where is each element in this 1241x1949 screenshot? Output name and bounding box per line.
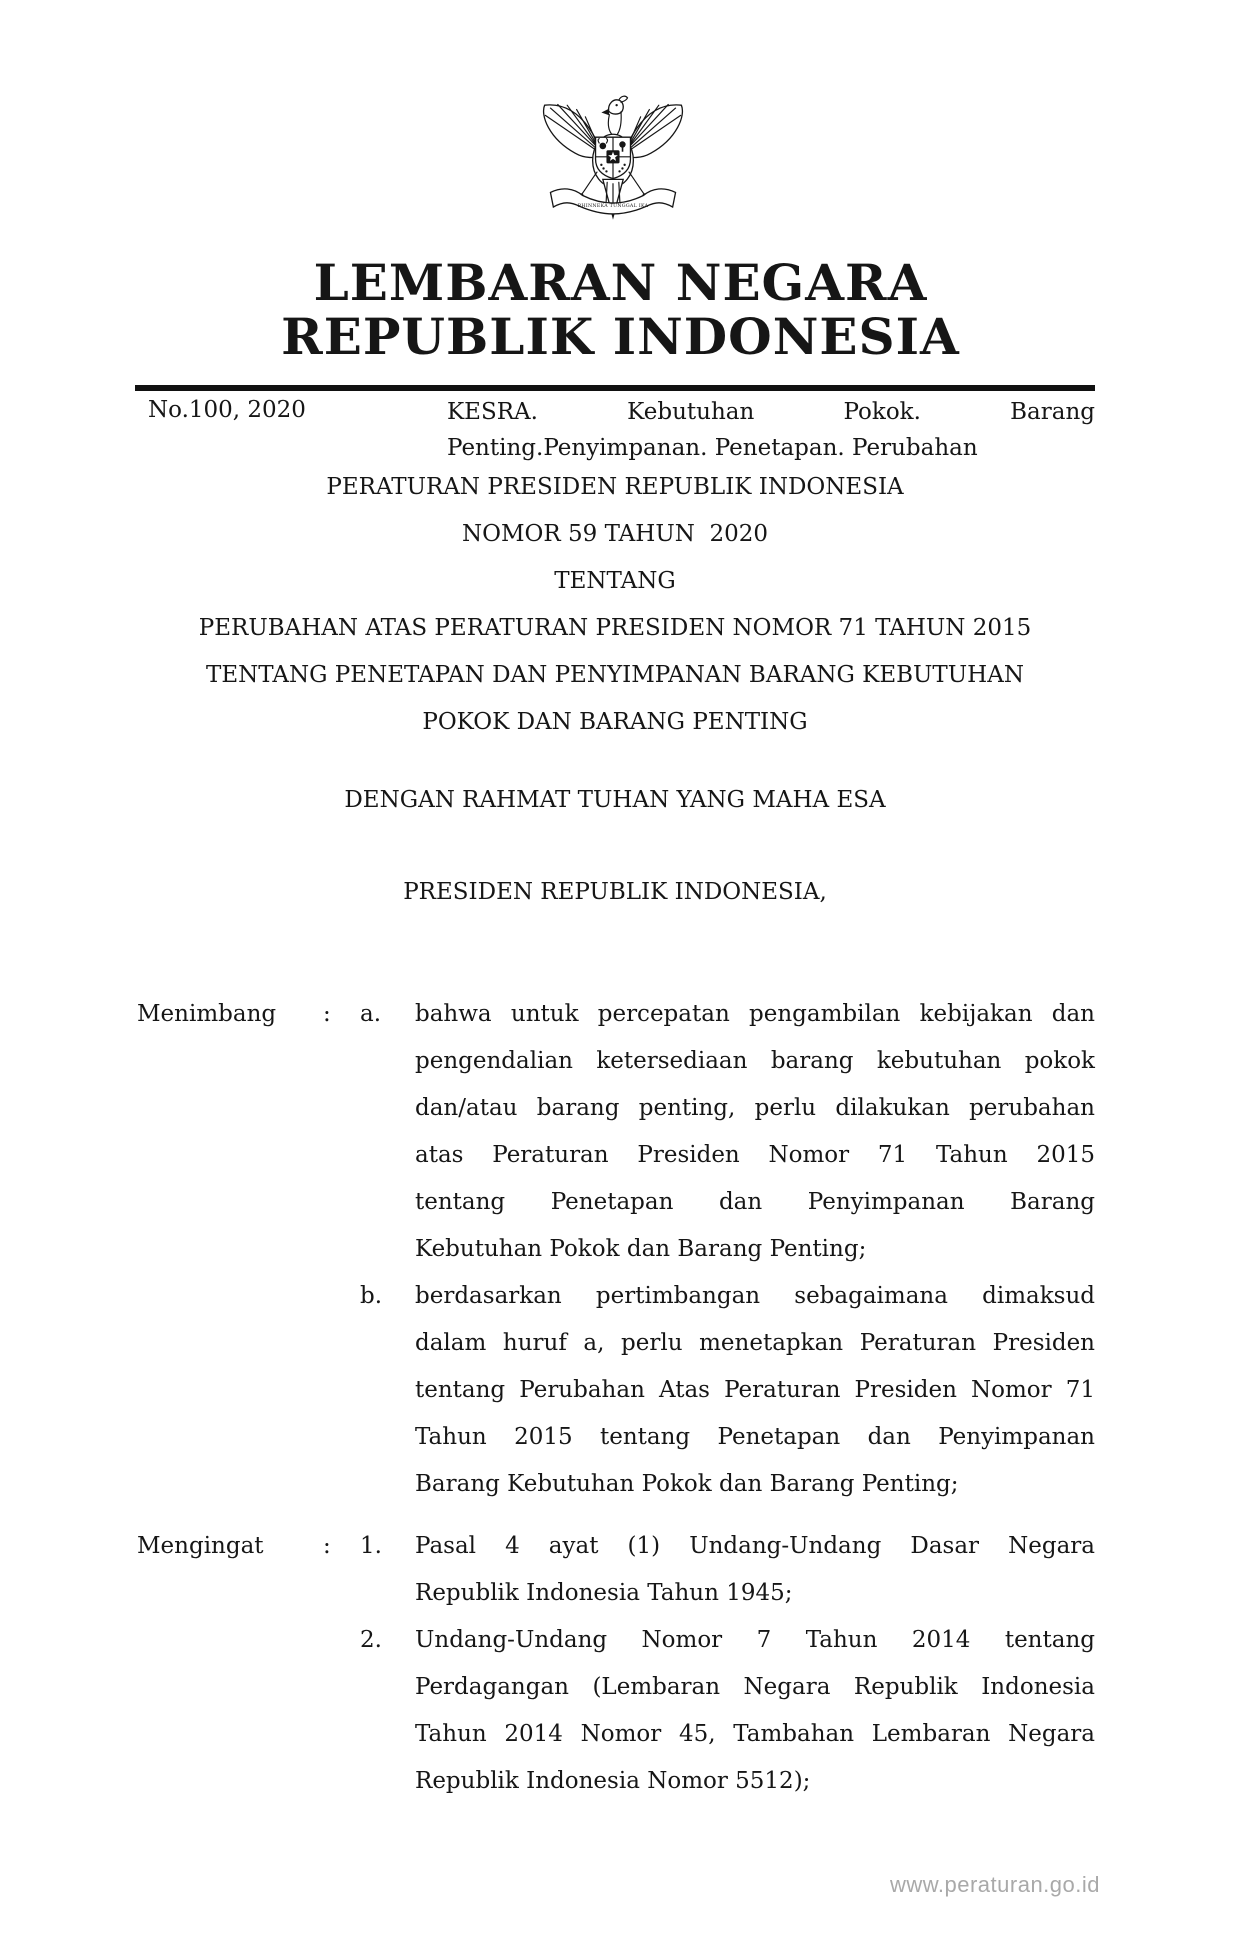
authority-line: PRESIDEN REPUBLIK INDONESIA, (403, 879, 827, 905)
regulation-subject-line: PERUBAHAN ATAS PERATURAN PRESIDEN NOMOR 71 TAHUN 2015 (198, 615, 1032, 641)
clause-line: pengendalian ketersediaan barang kebutuhan pokok (415, 1048, 1095, 1074)
footer-website: www.peraturan.go.id (889, 1872, 1100, 1897)
clause-line: Perdagangan (Lembaran Negara Republik Indonesia (415, 1674, 1095, 1700)
subject-line: Penting.Penyimpanan. Penetapan. Perubahan (447, 435, 978, 461)
clause-line: Tahun 2014 Nomor 45, Tambahan Lembaran Negara (415, 1721, 1095, 1747)
considering-item-b (360, 1273, 1095, 1508)
clause-line: berdasarkan pertimbangan sebagaimana dimaksud (415, 1283, 1095, 1309)
item-marker: a. (360, 1001, 382, 1027)
subject-line: KESRA. Kebutuhan Pokok. Barang (447, 399, 1095, 425)
regulation-title-line: PERATURAN PRESIDEN REPUBLIK INDONESIA (326, 474, 904, 500)
emblem-motto-text: BHINNEKA TUNGGAL IKA (577, 204, 649, 209)
regulation-subject-line: TENTANG PENETAPAN DAN PENYIMPANAN BARANG KEBUTUHAN (206, 662, 1024, 688)
clause-line: dan/atau barang penting, perlu dilakukan perubahan (415, 1095, 1095, 1121)
gazette-title-line1: LEMBARAN NEGARA (313, 253, 928, 312)
regulation-number-line: NOMOR 59 TAHUN 2020 (461, 521, 768, 547)
clause-line: Kebutuhan Pokok dan Barang Penting; (415, 1236, 867, 1262)
clause-line: Barang Kebutuhan Pokok dan Barang Penting; (415, 1471, 959, 1497)
recalling-section (135, 1523, 1095, 1805)
item-marker: 2. (360, 1627, 382, 1653)
considering-label: Menimbang (137, 1001, 277, 1027)
clause-line: Republik Indonesia Nomor 5512); (415, 1768, 811, 1794)
clause-line: tentang Penetapan dan Penyimpanan Barang (415, 1189, 1095, 1215)
clause-line: atas Peraturan Presiden Nomor 71 Tahun 2015 (415, 1142, 1095, 1168)
considering-section (135, 991, 1095, 1508)
clause-line: Undang-Undang Nomor 7 Tahun 2014 tentang (415, 1627, 1095, 1653)
issue-number: No.100, 2020 (148, 397, 306, 423)
garuda-pancasila-emblem-icon (533, 84, 693, 234)
clause-line: Tahun 2015 tentang Penetapan dan Penyimpanan (415, 1424, 1095, 1450)
recalling-item-2 (360, 1617, 1095, 1805)
clause-line: tentang Perubahan Atas Peraturan Presiden Nomor 71 (415, 1377, 1095, 1403)
gazette-title (0, 253, 1241, 366)
recalling-colon: : (323, 1533, 331, 1559)
subject-keywords (447, 394, 1095, 466)
regulation-title (135, 464, 1095, 746)
regulation-tentang-line: TENTANG (554, 568, 676, 594)
clause-line: Republik Indonesia Tahun 1945; (415, 1580, 793, 1606)
item-marker: 1. (360, 1533, 382, 1559)
considering-colon: : (323, 1001, 331, 1027)
considering-item-a (360, 991, 1095, 1273)
clause-line: bahwa untuk percepatan pengambilan kebijakan dan (415, 1001, 1095, 1027)
recalling-label: Mengingat (137, 1533, 264, 1559)
clause-line: dalam huruf a, perlu menetapkan Peraturan Presiden (415, 1330, 1095, 1356)
recalling-item-1 (360, 1523, 1095, 1617)
item-marker: b. (360, 1283, 383, 1309)
masthead-rule (135, 385, 1095, 391)
regulation-subject-line: POKOK DAN BARANG PENTING (422, 709, 808, 735)
invocation-line: DENGAN RAHMAT TUHAN YANG MAHA ESA (344, 787, 886, 813)
gazette-title-line2: REPUBLIK INDONESIA (281, 307, 960, 366)
clause-line: Pasal 4 ayat (1) Undang-Undang Dasar Negara (415, 1533, 1095, 1559)
